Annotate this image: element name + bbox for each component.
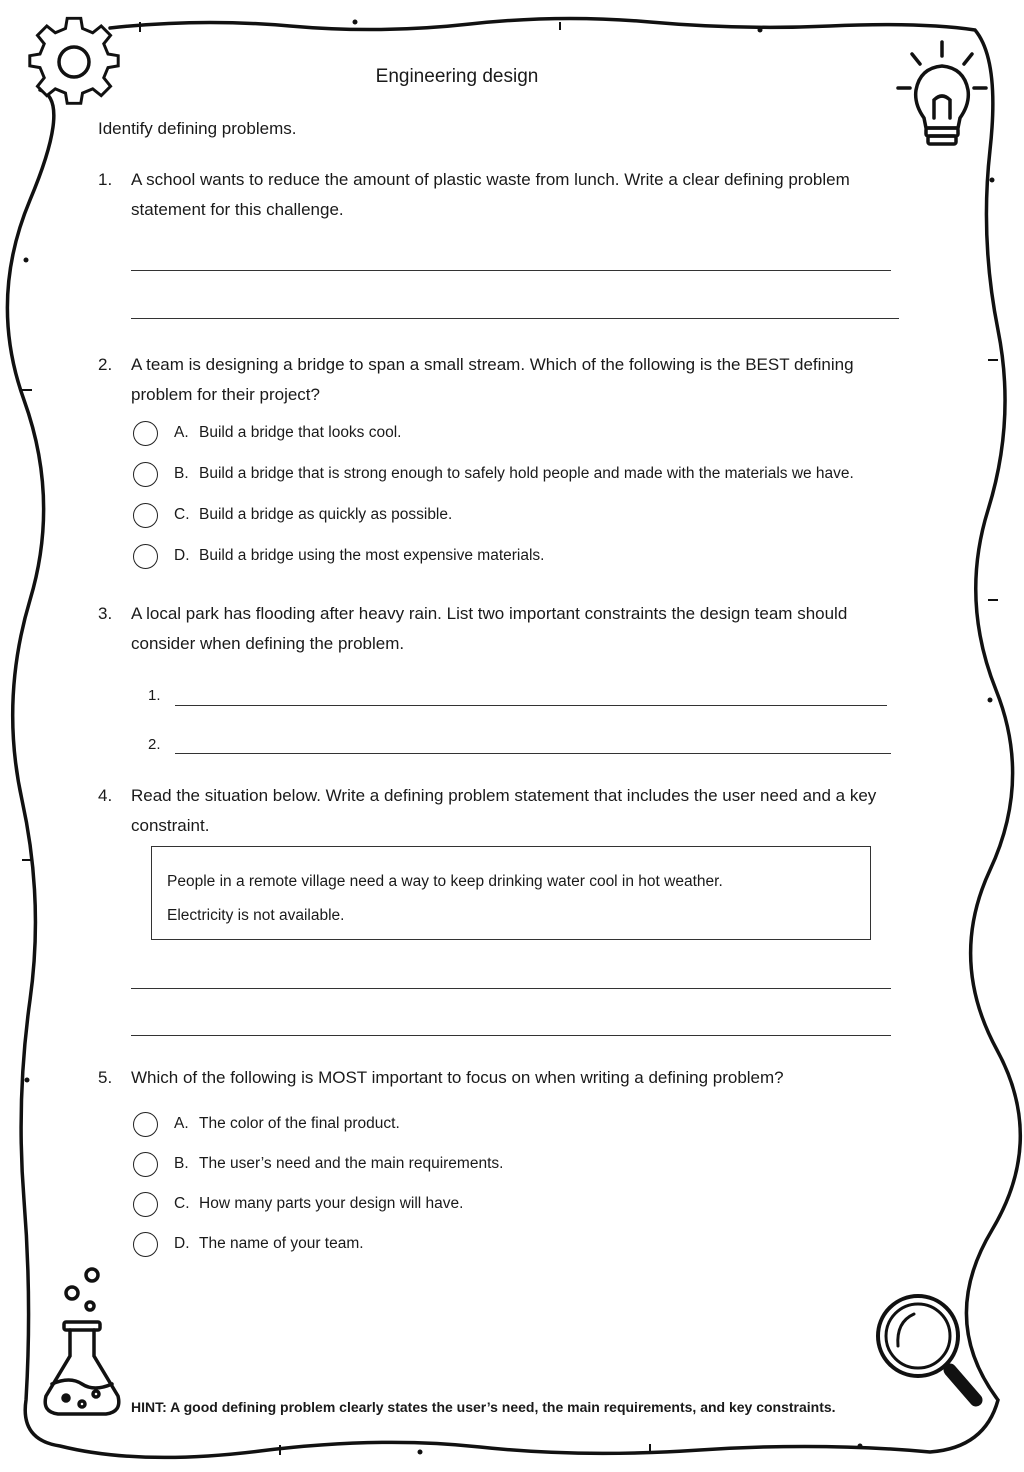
question-5-option-d[interactable]: D. The name of your team.	[133, 1229, 364, 1259]
question-4-number: 4.	[98, 786, 113, 805]
option-text: Build a bridge that is strong enough to safely hold people and made with the materials we have.	[199, 465, 854, 482]
answer-line[interactable]	[131, 988, 891, 989]
answer-line[interactable]	[131, 318, 899, 319]
question-2-text: A team is designing a bridge to span a small stream. Which of the following is the BEST defining problem for their project?	[131, 355, 854, 404]
question-5-text: Which of the following is MOST important to focus on when writing a defining problem?	[131, 1068, 784, 1087]
radio-button[interactable]	[133, 503, 158, 528]
radio-button[interactable]	[133, 1192, 158, 1217]
option-text: The name of your team.	[199, 1235, 364, 1252]
option-text: The user’s need and the main requirements.	[199, 1155, 504, 1172]
radio-button[interactable]	[133, 544, 158, 569]
lightbulb-icon	[898, 42, 986, 144]
question-1-text: A school wants to reduce the amount of plastic waste from lunch. Write a clear defining problem statement for this challenge.	[131, 170, 850, 219]
option-text: How many parts your design will have.	[199, 1195, 464, 1212]
option-text: Build a bridge that looks cool.	[199, 424, 402, 441]
flask-icon	[45, 1269, 119, 1414]
question-5-option-a[interactable]: A. The color of the final product.	[133, 1109, 400, 1139]
question-2-option-d[interactable]: D. Build a bridge using the most expensive materials.	[133, 541, 545, 571]
answer-line[interactable]	[131, 270, 891, 271]
situation-line: People in a remote village need a way to keep drinking water cool in hot weather.	[167, 873, 723, 890]
gear-icon	[30, 18, 118, 103]
option-text: Build a bridge as quickly as possible.	[199, 506, 453, 523]
constraint-2-line[interactable]	[175, 753, 891, 754]
constraint-2-label: 2.	[148, 736, 161, 753]
radio-button[interactable]	[133, 462, 158, 487]
constraint-1-line[interactable]	[175, 705, 887, 706]
question-2-option-a[interactable]: A. Build a bridge that looks cool.	[133, 418, 401, 448]
constraint-1-label: 1.	[148, 687, 161, 704]
question-2-number: 2.	[98, 355, 113, 374]
option-text: Build a bridge using the most expensive materials.	[199, 547, 545, 564]
option-text: The color of the final product.	[199, 1115, 400, 1132]
question-3-text: A local park has flooding after heavy rain. List two important constraints the design team should consider when defining the problem.	[131, 604, 848, 653]
question-4-text: Read the situation below. Write a defining problem statement that includes the user need and a key constraint.	[131, 786, 877, 835]
answer-line[interactable]	[131, 1035, 891, 1036]
radio-button[interactable]	[133, 1152, 158, 1177]
question-2-option-c[interactable]: C. Build a bridge as quickly as possible.	[133, 500, 452, 530]
instructions: Identify defining problems.	[98, 119, 297, 138]
page-title: Engineering design	[375, 66, 539, 87]
situation-box	[151, 846, 871, 940]
question-5-option-c[interactable]: C. How many parts your design will have.	[133, 1189, 463, 1219]
radio-button[interactable]	[133, 1112, 158, 1137]
magnifying-glass-icon	[878, 1296, 976, 1400]
radio-button[interactable]	[133, 421, 158, 446]
question-2-option-b[interactable]: B. Build a bridge that is strong enough to safely hold people and made with the materials we have.	[133, 459, 854, 489]
question-5-number: 5.	[98, 1068, 113, 1087]
situation-line: Electricity is not available.	[167, 907, 345, 924]
question-3-number: 3.	[98, 604, 113, 623]
question-1-number: 1.	[98, 170, 113, 189]
radio-button[interactable]	[133, 1232, 158, 1257]
question-5-option-b[interactable]: B. The user’s need and the main requirements.	[133, 1149, 503, 1179]
hint-text: HINT: A good defining problem clearly states the user’s need, the main requirements, and key constraints.	[131, 1399, 836, 1415]
